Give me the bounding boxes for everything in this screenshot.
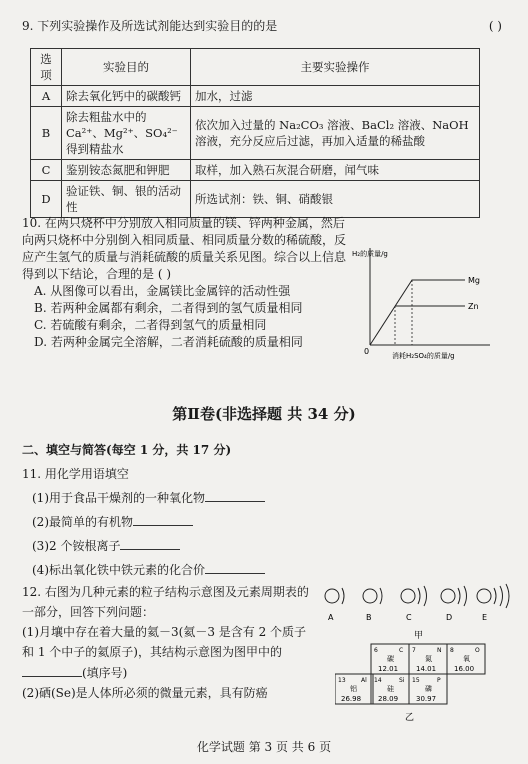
table-row [31, 86, 480, 107]
row-purpose: 除去粗盐水中的 Ca²⁺、Mg²⁺、SO₄²⁻ 得到精盐水 [62, 107, 191, 160]
element-name: 铝 [350, 685, 357, 693]
diagram-label: B [366, 613, 372, 622]
part-1-suffix: (填序号) [82, 666, 128, 680]
element-name: 碳 [387, 655, 394, 663]
fill-item-text: (1)用于食品干燥剂的一种氧化物 [32, 491, 205, 505]
question-12 [22, 582, 312, 703]
header-cell: 实验目的 [62, 49, 191, 86]
atomic-number: 8 [450, 647, 454, 654]
part-1-text: (1)月壤中存在着大量的氦－3(氦－3 是含有 2 个质子和 1 个中子的氦原子)，其结构示意图为图甲中的 [22, 625, 307, 659]
fill-item [22, 558, 512, 582]
fill-item [22, 534, 512, 558]
row-operation: 取样，加入熟石灰混合研磨，闻气味 [191, 160, 480, 181]
element-symbol: O [475, 647, 480, 654]
atom-diagram-b [363, 588, 382, 622]
answer-blank[interactable] [120, 535, 180, 550]
element-cell-p [409, 674, 447, 704]
atom-diagram-a [325, 588, 344, 622]
question-11-stem: 11. 用化学用语填空 [22, 467, 129, 481]
atomic-mass: 26.98 [341, 695, 362, 703]
element-symbol: C [399, 647, 404, 654]
choice-c: C. 若硫酸有剩余，二者得到氢气的质量相同 [34, 318, 267, 332]
header-cell: 主要实验操作 [191, 49, 480, 86]
row-key: B [31, 107, 62, 160]
element-symbol: Al [361, 677, 367, 684]
hydrogen-graph [350, 240, 500, 365]
mg-line [370, 280, 465, 345]
row-purpose: 鉴别铵态氮肥和钾肥 [62, 160, 191, 181]
series-label-mg: Mg [468, 276, 480, 285]
question-12-part-1 [22, 622, 312, 683]
fill-item-text: (4)标出氧化铁中铁元素的化合价 [32, 563, 205, 577]
atom-diagram-d [441, 586, 467, 622]
question-10-stem [22, 215, 352, 283]
element-name: 硅 [387, 685, 394, 693]
atomic-number: 6 [374, 647, 378, 654]
answer-paren: ( ) [157, 267, 172, 281]
choice-d: D. 若两种金属完全溶解，二者消耗硫酸的质量相同 [34, 335, 303, 349]
fill-item [22, 510, 512, 534]
answer-blank[interactable] [205, 559, 265, 574]
choice-a: A. 从图像可以看出，金属镁比金属锌的活动性强 [34, 284, 291, 298]
fill-item-text: (2)最简单的有机物 [32, 515, 133, 529]
answer-blank[interactable] [22, 662, 82, 677]
series-label-zn: Zn [468, 302, 479, 311]
part-2 [22, 438, 512, 582]
atomic-number: 14 [374, 677, 382, 684]
atom-diagram-e [477, 584, 509, 622]
row-key: A [31, 86, 62, 107]
table-header-row [31, 49, 480, 86]
particle-diagrams [318, 582, 518, 642]
choice-b: B. 若两种金属都有剩余，二者得到的氢气质量相同 [34, 301, 303, 315]
question-12-part-2: (2)硒(Se)是人体所必须的微量元素，具有防癌 [22, 686, 268, 700]
options-table [30, 48, 480, 218]
element-name: 氮 [425, 655, 432, 663]
diagram-label: C [406, 613, 412, 622]
table-row [31, 181, 480, 218]
fill-item [22, 486, 512, 510]
element-cell-al [335, 674, 373, 704]
question-9 [22, 18, 502, 35]
atomic-mass: 28.09 [378, 695, 399, 703]
atomic-mass: 12.01 [378, 665, 399, 673]
question-9-stem: 9. 下列实验操作及所选试剂能达到实验目的的是 [22, 19, 278, 33]
question-10-text: 10. 在两只烧杯中分别放入相同质量的镁、锌两种金属，然后向两只烧杯中分别倒入相同质量、相同质量分数的稀硫酸，反应产生氢气的质量与消耗硫酸的质量关系见图。综合以上信息得到以下结论，合理的是 [22, 216, 347, 281]
row-key: C [31, 160, 62, 181]
element-cell-n [409, 644, 447, 674]
atomic-mass: 14.01 [416, 665, 437, 673]
table-row [31, 160, 480, 181]
atom-diagram-c [401, 586, 427, 622]
row-purpose: 除去氧化钙中的碳酸钙 [62, 86, 191, 107]
atomic-number: 7 [412, 647, 416, 654]
element-cell-c [371, 644, 409, 674]
answer-paren: ( ) [488, 19, 502, 33]
atomic-number: 15 [412, 677, 420, 684]
origin-label: 0 [364, 347, 370, 356]
x-axis-label: 消耗H₂SO₄的质量/g [392, 352, 455, 360]
figure-label-jia: 甲 [414, 631, 424, 641]
element-cell-o [447, 644, 485, 674]
diagram-label: D [446, 613, 453, 622]
question-12-stem: 12. 右图为几种元素的粒子结构示意图及元素周期表的一部分，回答下列问题： [22, 585, 309, 619]
element-name: 磷 [425, 685, 432, 693]
element-symbol: P [437, 677, 441, 684]
answer-blank[interactable] [133, 511, 193, 526]
part-2-title: 二、填空与简答(每空 1 分，共 17 分) [22, 443, 232, 457]
row-key: D [31, 181, 62, 218]
row-purpose: 验证铁、铜、银的活动性 [62, 181, 191, 218]
element-symbol: Si [399, 677, 405, 684]
diagram-label: E [482, 613, 488, 622]
element-symbol: N [437, 647, 442, 654]
diagram-label: A [328, 613, 334, 622]
table-row [31, 107, 480, 160]
fill-item-text: (3)2 个铵根离子 [32, 539, 121, 553]
atomic-mass: 30.97 [416, 695, 437, 703]
row-operation: 加水，过滤 [191, 86, 480, 107]
page-footer: 化学试题 第 3 页 共 6 页 [196, 740, 332, 754]
row-operation: 依次加入过量的 Na₂CO₃ 溶液、BaCl₂ 溶液、NaOH 溶液，充分反应后过滤，再加入适量的稀盐酸 [191, 107, 480, 160]
answer-blank[interactable] [205, 487, 265, 502]
element-cell-si [371, 674, 409, 704]
section-2-title: 第Ⅱ卷(非选择题 共 34 分) [172, 405, 356, 423]
element-name: 氧 [463, 655, 470, 663]
periodic-table-excerpt [335, 642, 495, 724]
atomic-mass: 16.00 [454, 665, 475, 673]
header-cell: 选项 [31, 49, 62, 86]
figure-label-yi: 乙 [405, 713, 415, 723]
y-axis-label: H₂的质量/g [352, 250, 388, 258]
atomic-number: 13 [338, 677, 346, 684]
row-operation: 所选试剂：铁、铜、硝酸银 [191, 181, 480, 218]
